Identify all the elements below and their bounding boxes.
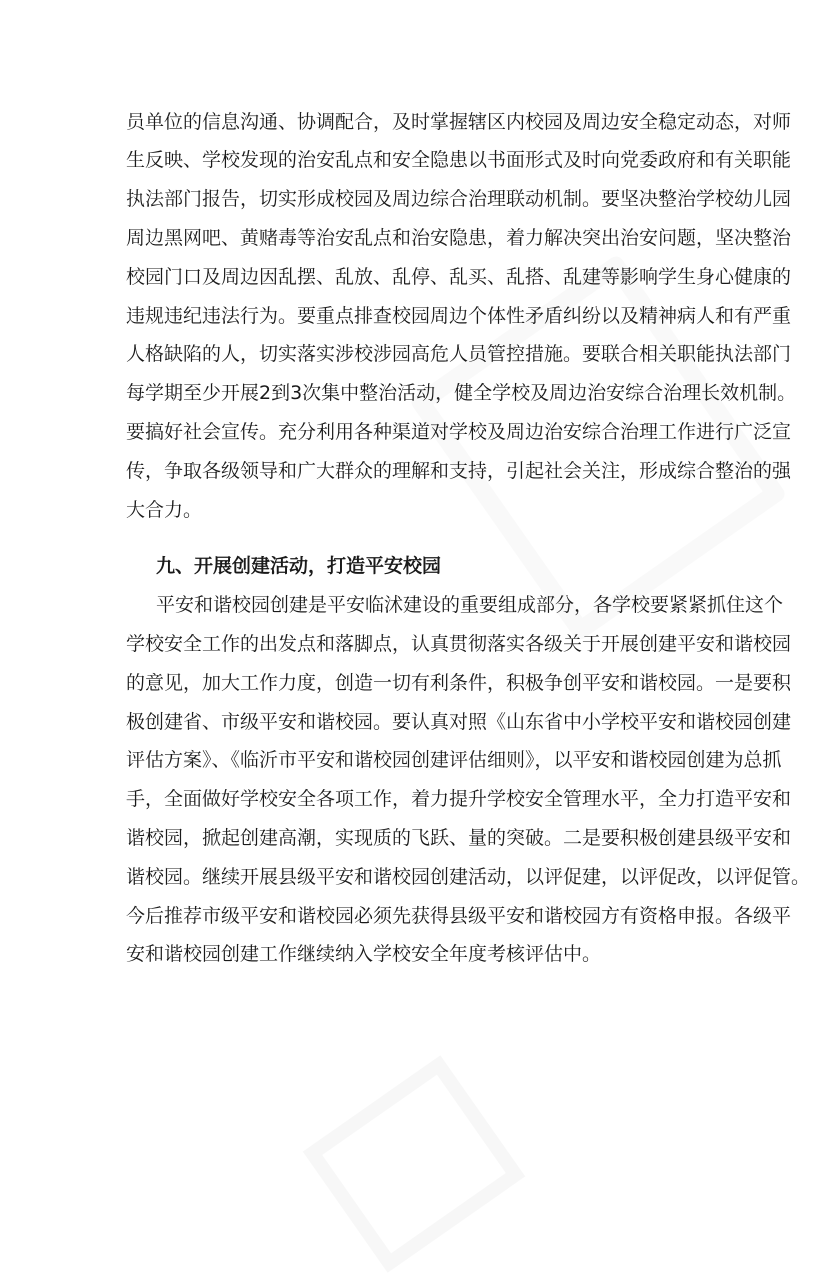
text-line: 执法部门报告，切实形成校园及周边综合治理联动机制。要坚决整治学校幼儿园 <box>126 188 792 211</box>
text-line: 违规违纪违法行为。要重点排查校园周边个体性矛盾纠纷以及精神病人和有严重 <box>126 304 792 327</box>
watermark <box>303 1055 526 1273</box>
text-line: 评估方案》、《临沂市平安和谐校园创建评估细则》，以平安和谐校园创建为总抓 <box>126 749 782 772</box>
text-line: 传，争取各级领导和广大群众的理解和支持，引起社会关注，形成综合整治的强 <box>126 459 792 482</box>
text-line: 学校安全工作的出发点和落脚点，认真贯彻落实各级关于开展创建平安和谐校园 <box>126 632 792 655</box>
text-line: 校园门口及周边因乱摆、乱放、乱停、乱买、乱搭、乱建等影响学生身心健康的 <box>126 265 792 288</box>
text-line: 要搞好社会宣传。充分利用各种渠道对学校及周边治安综合治理工作进行广泛宣 <box>126 420 792 443</box>
paragraph <box>126 586 811 974</box>
text-line: 今后推荐市级平安和谐校园必须先获得县级平安和谐校园方有资格申报。各级平 <box>126 904 792 927</box>
text-line: 的意见，加大工作力度，创造一切有利条件，积极争创平安和谐校园。一是要积 <box>126 671 792 694</box>
paragraph <box>126 103 797 530</box>
text-line: 谐校园。继续开展县级平安和谐校园创建活动，以评促建，以评促改，以评促管。 <box>126 865 811 888</box>
text-line: 极创建省、市级平安和谐校园。要认真对照《山东省中小学校平安和谐校园创建 <box>126 710 792 733</box>
text-line: 大合力。 <box>126 498 203 521</box>
text-line: 生反映、学校发现的治安乱点和安全隐患以书面形式及时向党委政府和有关职能 <box>126 149 792 172</box>
document-page <box>126 103 811 975</box>
text-line: 员单位的信息沟通、协调配合，及时掌握辖区内校园及周边安全稳定动态，对师 <box>126 110 792 133</box>
text-line: 谐校园，掀起创建高潮，实现质的飞跃、量的突破。二是要积极创建县级平安和 <box>126 826 792 849</box>
text-line: 安和谐校园创建工作继续纳入学校安全年度考核评估中。 <box>126 943 602 966</box>
text-line: 每学期至少开展2到3次集中整治活动，健全学校及周边治安综合治理长效机制。 <box>126 382 797 405</box>
text-line: 手，全面做好学校安全各项工作，着力提升学校安全管理水平，全力打造平安和 <box>126 788 792 811</box>
text-line: 平安和谐校园创建是平安临沭建设的重要组成部分，各学校要紧紧抓住这个 <box>156 594 784 617</box>
text-line: 人格缺陷的人，切实落实涉校涉园高危人员管控措施。要联合相关职能执法部门 <box>126 343 792 366</box>
section-heading: 九、开展创建活动，打造平安校园 <box>156 555 442 578</box>
text-line: 周边黑网吧、黄赌毒等治安乱点和治安隐患，着力解决突出治安问题，坚决整治 <box>126 226 792 249</box>
